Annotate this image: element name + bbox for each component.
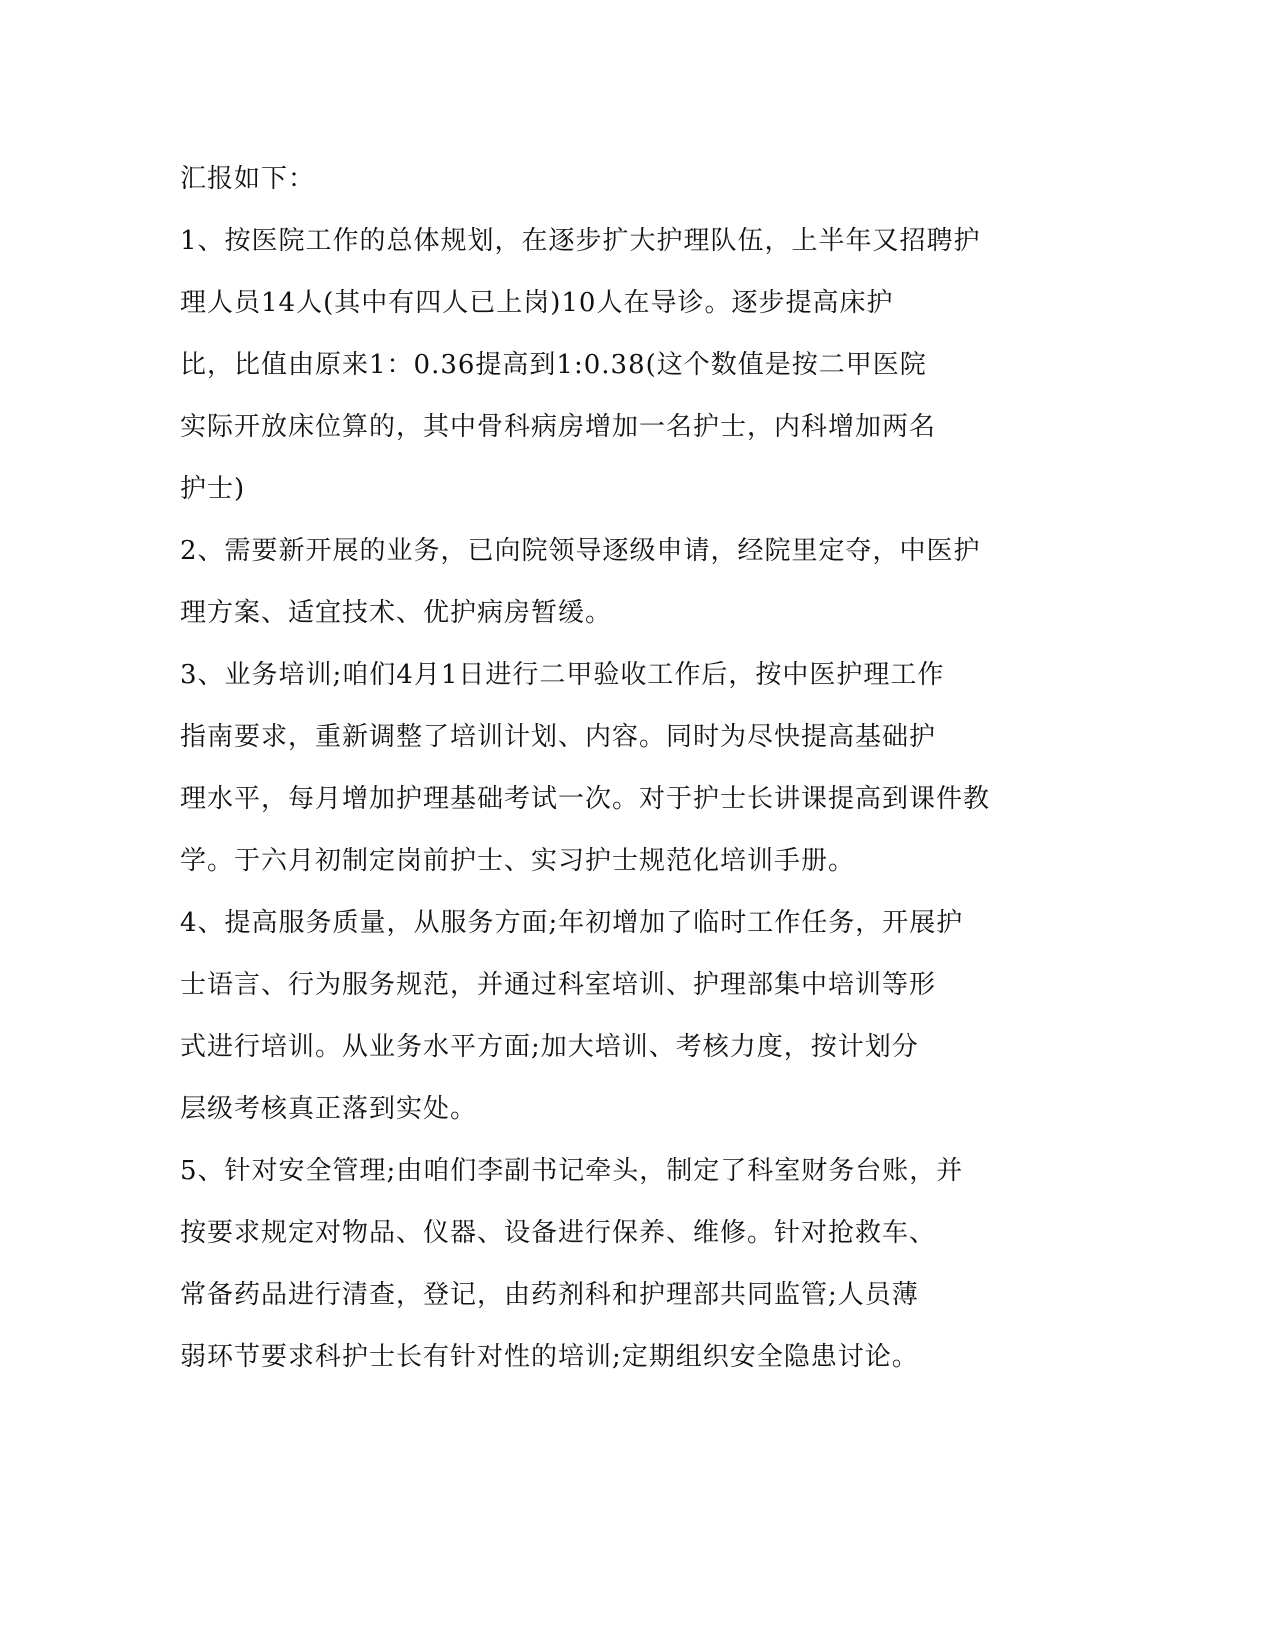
- text-line: 理方案、适宜技术、优护病房暂缓。: [180, 598, 613, 628]
- text-line: 指南要求，重新调整了培训计划、内容。同时为尽快提高基础护: [180, 722, 937, 752]
- text-line: 1、按医院工作的总体规划，在逐步扩大护理队伍，上半年又招聘护: [180, 226, 981, 256]
- text-line: 士语言、行为服务规范，并通过科室培训、护理部集中培训等形: [180, 970, 937, 1000]
- text-line: 学。于六月初制定岗前护士、实习护士规范化培训手册。: [180, 846, 856, 876]
- text-line: 4、提高服务质量，从服务方面;年初增加了临时工作任务，开展护: [180, 908, 964, 938]
- text-line: 层级考核真正落到实处。: [180, 1094, 478, 1124]
- text-line: 式进行培训。从业务水平方面;加大培训、考核力度，按计划分: [180, 1032, 919, 1062]
- text-line: 3、业务培训;咱们4月1日进行二甲验收工作后，按中医护理工作: [180, 660, 945, 690]
- text-line: 按要求规定对物品、仪器、设备进行保养、维修。针对抢救车、: [180, 1218, 937, 1248]
- text-line: 汇报如下：: [180, 164, 316, 194]
- text-line: 护士): [180, 474, 246, 504]
- text-line: 理水平，每月增加护理基础考试一次。对于护士长讲课提高到课件教: [180, 784, 991, 814]
- text-line: 理人员14人(其中有四人已上岗)10人在导诊。逐步提高床护: [180, 288, 894, 318]
- text-line: 弱环节要求科护士长有针对性的培训;定期组织安全隐患讨论。: [180, 1342, 919, 1372]
- text-line: 2、需要新开展的业务，已向院领导逐级申请，经院里定夺，中医护: [180, 536, 981, 566]
- text-line: 比，比值由原来1：0.36提高到1:0.38(这个数值是按二甲医院: [180, 350, 927, 380]
- text-line: 常备药品进行清查，登记，由药剂科和护理部共同监管;人员薄: [180, 1280, 919, 1310]
- text-line: 实际开放床位算的，其中骨科病房增加一名护士，内科增加两名: [180, 412, 937, 442]
- text-line: 5、针对安全管理;由咱们李副书记牵头，制定了科室财务台账，并: [180, 1156, 964, 1186]
